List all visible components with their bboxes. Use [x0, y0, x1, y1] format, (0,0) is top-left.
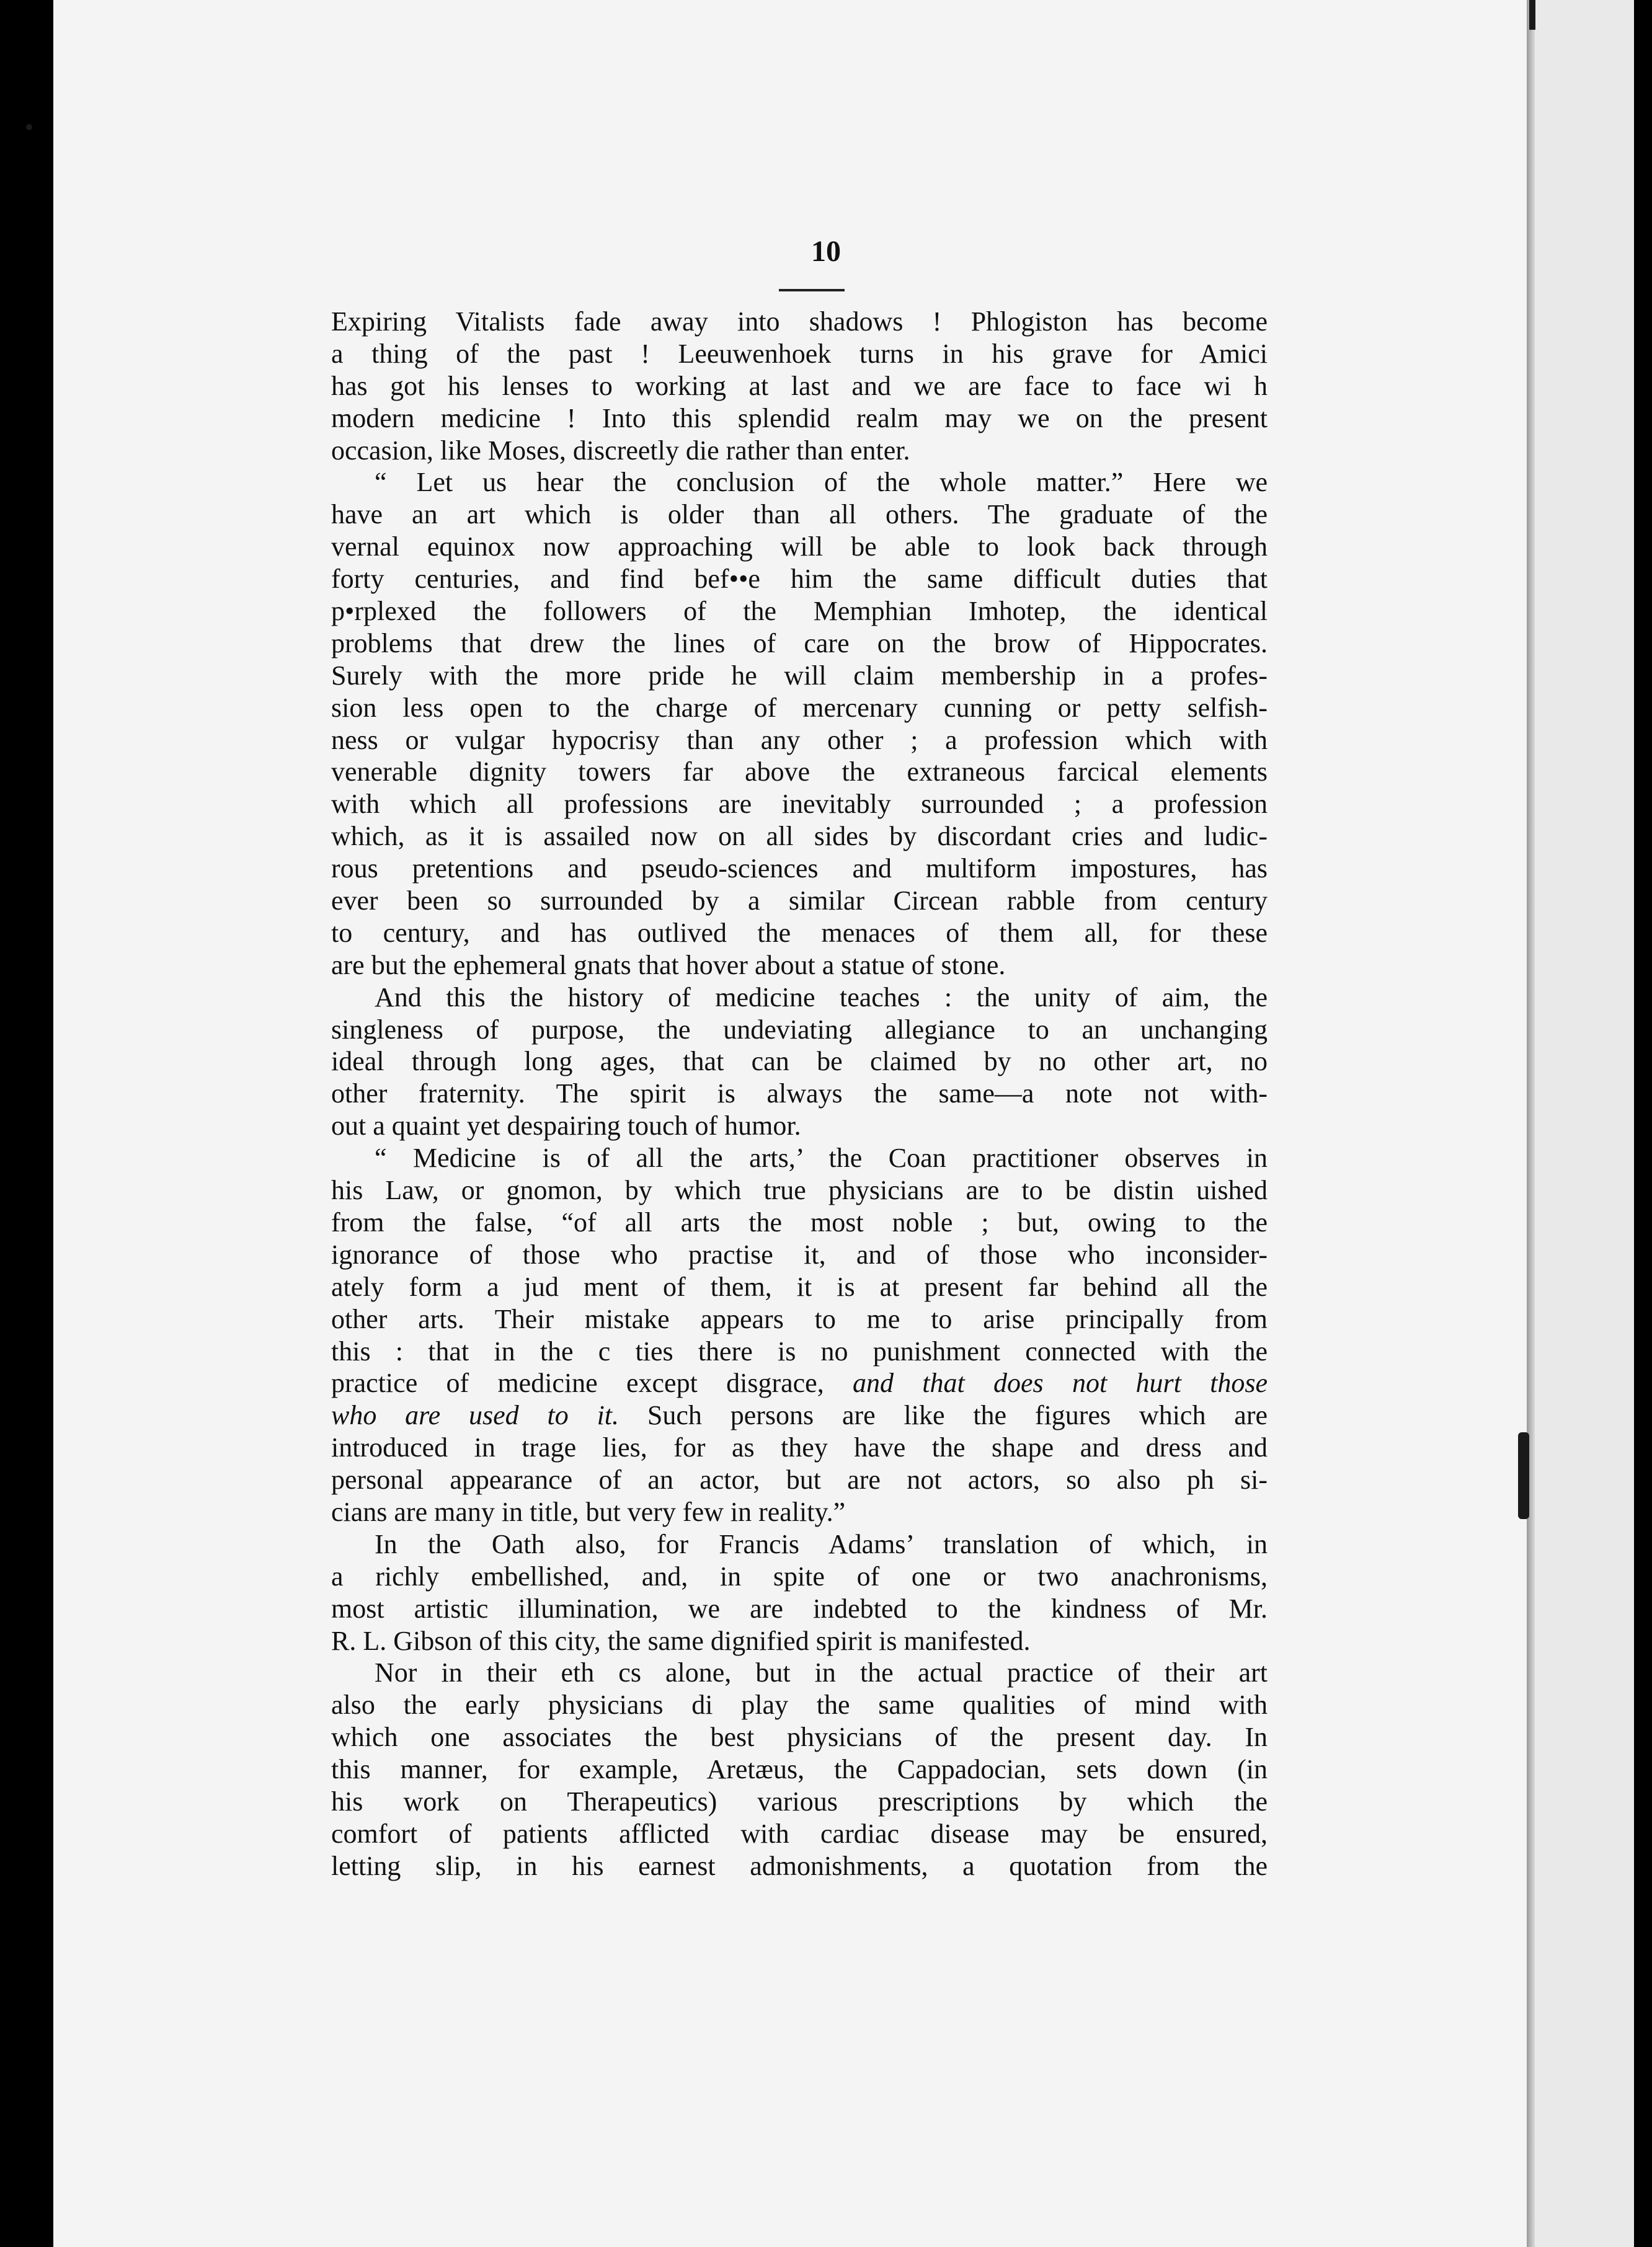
- text-line-roman: are but the ephemeral gnats that hover about a statue of stone.: [331, 949, 1006, 980]
- text-line-roman: introduced in trage lies, for as they have the shape and dress and: [331, 1432, 1268, 1463]
- text-line: [331, 563, 1268, 595]
- text-line-roman: out a quaint yet despairing touch of humor.: [331, 1110, 801, 1141]
- text-line-roman: venerable dignity towers far above the extraneous farcical elements: [331, 756, 1268, 787]
- page-fold-shadow: [1527, 0, 1535, 2247]
- text-line: [331, 466, 1268, 499]
- text-line: [331, 1142, 1268, 1174]
- text-line-roman: modern medicine ! Into this splendid realm may we on the present: [331, 402, 1268, 433]
- text-line: [331, 1045, 1268, 1078]
- text-line-roman: a thing of the past ! Leeuwenhoek turns in his grave for Amici: [331, 338, 1268, 369]
- text-line: [331, 1336, 1268, 1368]
- text-line: [331, 1367, 1268, 1399]
- text-line: [331, 1432, 1268, 1464]
- text-line-roman: other fraternity. The spirit is always the same—a note not with-: [331, 1078, 1268, 1109]
- text-line: [331, 1496, 1268, 1528]
- text-line: [331, 1207, 1268, 1239]
- text-line: [331, 627, 1268, 660]
- page-number-rule: [779, 289, 845, 291]
- text-line: [331, 402, 1268, 435]
- text-line: [331, 1753, 1268, 1786]
- text-line: [331, 1464, 1268, 1496]
- binding-mark-top: [1529, 0, 1535, 30]
- text-line-roman: ever been so surrounded by a similar Circean rabble from century: [331, 885, 1268, 916]
- text-line: [331, 1239, 1268, 1271]
- text-line: [331, 1399, 1268, 1432]
- text-line: [331, 1271, 1268, 1303]
- text-line-roman: from the false, “of all arts the most noble ; but, owing to the: [331, 1207, 1268, 1238]
- text-line-roman: letting slip, in his earnest admonishments, a quotation from the: [331, 1850, 1268, 1881]
- text-line: [331, 1303, 1268, 1336]
- text-line-roman: this manner, for example, Aretæus, the Cappadocian, sets down (in: [331, 1754, 1268, 1785]
- text-line-roman: ignorance of those who practise it, and of those who inconsider-: [331, 1239, 1268, 1270]
- text-line-roman: have an art which is older than all others. The graduate of the: [331, 499, 1268, 530]
- text-line: [331, 692, 1268, 724]
- text-line: [331, 1850, 1268, 1882]
- text-line-italic: who are used to it.: [331, 1400, 620, 1431]
- text-line-roman: “ Medicine is of all the arts,’ the Coan practitioner observes in: [375, 1143, 1268, 1174]
- text-line-roman: R. L. Gibson of this city, the same dignified spirit is manifested.: [331, 1625, 1031, 1656]
- text-line-italic: and that does not hurt those: [853, 1368, 1268, 1399]
- text-line-roman: this : that in the c ties there is no punishment connected with the: [331, 1336, 1268, 1367]
- text-line: [331, 820, 1268, 853]
- text-line-roman: which, as it is assailed now on all sides by discordant cries and ludic-: [331, 821, 1268, 852]
- text-line: [331, 1528, 1268, 1561]
- text-line-roman: also the early physicians di play the same qualities of mind with: [331, 1690, 1268, 1721]
- text-line: [331, 595, 1268, 627]
- text-line: [331, 1657, 1268, 1689]
- text-line-roman: In the Oath also, for Francis Adams’ translation of which, in: [375, 1528, 1268, 1559]
- text-line: [331, 435, 1268, 467]
- adjacent-sheet: [1535, 0, 1634, 2247]
- text-line-roman: And this the history of medicine teaches : the unity of aim, the: [375, 982, 1268, 1013]
- text-line-roman: sion less open to the charge of mercenary cunning or petty selfish-: [331, 692, 1268, 723]
- text-line: [331, 531, 1268, 563]
- text-line-roman: occasion, like Moses, discreetly die rather than enter.: [331, 435, 910, 466]
- text-line: [331, 370, 1268, 402]
- scan-speck: [26, 124, 32, 130]
- text-line: [331, 1174, 1268, 1207]
- body-text: [331, 306, 1268, 1882]
- text-line-roman: ideal through long ages, that can be claimed by no other art, no: [331, 1046, 1268, 1077]
- text-line: [331, 982, 1268, 1014]
- text-line-roman: ately form a jud ment of them, it is at present far behind all the: [331, 1271, 1268, 1302]
- binding-clip: [1518, 1432, 1529, 1519]
- text-line: [331, 1689, 1268, 1721]
- text-line: [331, 788, 1268, 820]
- text-line-roman: problems that drew the lines of care on the brow of Hippocrates.: [331, 627, 1268, 658]
- text-line-roman: his work on Therapeutics) various prescriptions by which the: [331, 1786, 1268, 1817]
- text-line-roman: vernal equinox now approaching will be able to look back through: [331, 531, 1268, 562]
- text-line-roman: rous pretentions and pseudo-sciences and multiform impostures, has: [331, 853, 1268, 884]
- text-line: [331, 1078, 1268, 1110]
- text-line: [331, 1818, 1268, 1850]
- text-line: [331, 1110, 1268, 1142]
- text-line: [331, 306, 1268, 338]
- text-line-roman: has got his lenses to working at last and we are face to face wi h: [331, 370, 1268, 401]
- text-line-roman: forty centuries, and find bef••e him the same difficult duties that: [331, 564, 1268, 595]
- text-line-roman: most artistic illumination, we are indebted to the kindness of Mr.: [331, 1593, 1268, 1624]
- text-line-roman: Nor in their eth cs alone, but in the actual practice of their art: [375, 1657, 1268, 1688]
- text-line: [331, 1014, 1268, 1046]
- text-line: [331, 724, 1268, 756]
- text-line-roman: his Law, or gnomon, by which true physicians are to be distin uished: [331, 1175, 1268, 1206]
- text-line-roman: personal appearance of an actor, but are not actors, so also ph si-: [331, 1465, 1268, 1496]
- text-line: [331, 660, 1268, 692]
- text-line-roman: ness or vulgar hypocrisy than any other ; a profession which with: [331, 724, 1268, 755]
- text-line-roman: Such persons are like the figures which are: [647, 1400, 1268, 1431]
- text-line-roman: which one associates the best physicians of the present day. In: [331, 1722, 1268, 1753]
- text-line: [331, 1625, 1268, 1657]
- text-line: [331, 853, 1268, 885]
- text-line-roman: practice of medicine except disgrace,: [331, 1368, 824, 1399]
- text-line: [331, 756, 1268, 788]
- text-line: [331, 917, 1268, 949]
- text-line-roman: singleness of purpose, the undeviating allegiance to an unchanging: [331, 1014, 1268, 1045]
- text-line: [331, 1561, 1268, 1593]
- text-line: [331, 1721, 1268, 1753]
- text-line-roman: a richly embellished, and, in spite of one or two anachronisms,: [331, 1561, 1268, 1592]
- text-line: [331, 1593, 1268, 1625]
- text-line: [331, 885, 1268, 917]
- text-line: [331, 338, 1268, 370]
- text-line-roman: “ Let us hear the conclusion of the whole matter.” Here we: [375, 467, 1268, 498]
- text-line: [331, 499, 1268, 531]
- text-line-roman: Expiring Vitalists fade away into shadows ! Phlogiston has become: [331, 306, 1268, 337]
- text-line-roman: Surely with the more pride he will claim membership in a profes-: [331, 660, 1268, 691]
- page-number: 10: [811, 235, 841, 268]
- text-line: [331, 949, 1268, 982]
- text-line-roman: comfort of patients afflicted with cardiac disease may be ensured,: [331, 1818, 1268, 1849]
- text-line-roman: with which all professions are inevitably surrounded ; a profession: [331, 789, 1268, 820]
- text-line: [331, 1786, 1268, 1818]
- text-line-roman: other arts. Their mistake appears to me to arise principally from: [331, 1303, 1268, 1334]
- text-line-roman: cians are many in title, but very few in reality.”: [331, 1496, 846, 1527]
- text-line-roman: to century, and has outlived the menaces of them all, for these: [331, 917, 1268, 948]
- text-line-roman: p•rplexed the followers of the Memphian Imhotep, the identical: [331, 596, 1268, 627]
